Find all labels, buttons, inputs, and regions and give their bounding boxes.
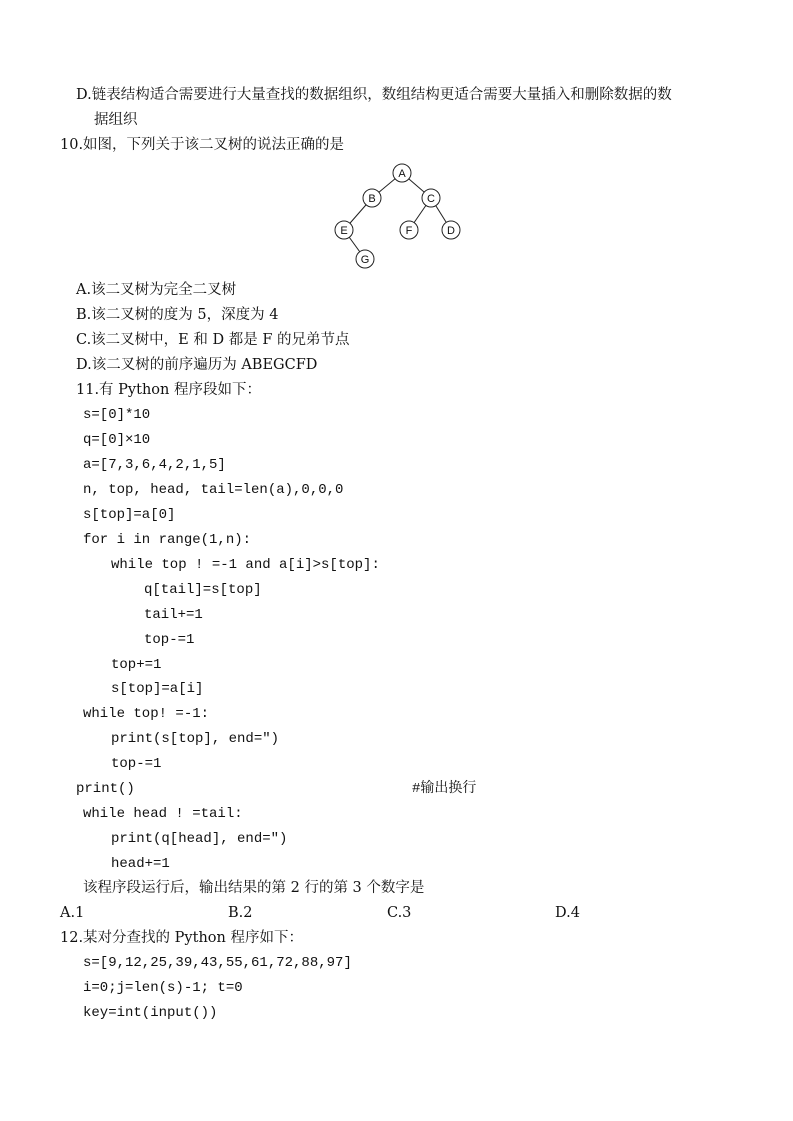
q11-option-a: A.1 xyxy=(60,905,85,921)
tree-label-a: A xyxy=(398,168,406,180)
q11-code-line: while head ! =tail: xyxy=(83,806,243,822)
q12-code-line: i=0;j=len(s)-1; t=0 xyxy=(83,980,243,996)
q11-code-line: print(q[head], end=″) xyxy=(111,831,288,847)
q10-option-a: A.该二叉树为完全二叉树 xyxy=(76,282,237,298)
tree-label-f: F xyxy=(405,225,413,237)
q11-code-line: s[top]=a[i] xyxy=(111,681,204,697)
q10-option-d: D.该二叉树的前序遍历为 ABEGCFD xyxy=(76,357,318,373)
q11-code-line: top-=1 xyxy=(111,756,162,772)
q12-code-line: key=int(input()) xyxy=(83,1005,218,1021)
tree-label-b: B xyxy=(368,193,376,205)
tree-label-c: C xyxy=(427,193,435,205)
tree-label-d: D xyxy=(447,225,455,237)
q10-stem: 10.如图，下列关于该二叉树的说法正确的是 xyxy=(60,137,345,153)
tree-label-e: E xyxy=(340,225,348,237)
q11-code-line: tail+=1 xyxy=(144,607,203,623)
q12-stem: 12.某对分查找的 Python 程序如下： xyxy=(60,930,303,946)
q11-code-line: q[tail]=s[top] xyxy=(144,582,262,598)
q11-code-line: for i in range(1,n): xyxy=(83,532,252,548)
q11-option-d: D.4 xyxy=(555,905,580,921)
q12-code-line: s=[9,12,25,39,43,55,61,72,88,97] xyxy=(83,955,352,971)
q9-option-d-line1: D.链表结构适合需要进行大量查找的数据组织，数组结构更适合需要大量插入和删除数据的数 xyxy=(76,87,672,103)
q11-code-line: top+=1 xyxy=(111,657,162,673)
q11-code-line: top-=1 xyxy=(144,632,195,648)
q11-stem: 11.有 Python 程序段如下： xyxy=(76,382,261,398)
q10-option-b: B.该二叉树的度为 5，深度为 4 xyxy=(76,307,279,323)
q11-code-line: head+=1 xyxy=(111,856,170,872)
q11-code-line: n, top, head, tail=len(a),0,0,0 xyxy=(83,482,344,498)
q11-code-comment: #输出换行 xyxy=(412,781,477,797)
q11-code-line: s=[0]*10 xyxy=(83,407,151,423)
q11-code-line: print() xyxy=(76,781,135,797)
tree-label-g: G xyxy=(360,254,370,266)
q10-option-c: C.该二叉树中，E 和 D 都是 F 的兄弟节点 xyxy=(76,332,350,348)
q11-code-line: while top! =-1: xyxy=(83,706,210,722)
q11-code-line: s[top]=a[0] xyxy=(83,507,176,523)
q11-code-line: q=[0]×10 xyxy=(83,432,151,448)
binary-tree-diagram xyxy=(326,160,476,270)
q11-question: 该程序段运行后，输出结果的第 2 行的第 3 个数字是 xyxy=(83,880,425,896)
q11-code-line: print(s[top], end=″) xyxy=(111,731,280,747)
q11-option-b: B.2 xyxy=(228,905,253,921)
q11-option-c: C.3 xyxy=(387,905,412,921)
q11-code-line: while top ! =-1 and a[i]>s[top]: xyxy=(111,557,380,573)
q11-code-line: a=[7,3,6,4,2,1,5] xyxy=(83,457,226,473)
q9-option-d-line2: 据组织 xyxy=(94,112,138,128)
